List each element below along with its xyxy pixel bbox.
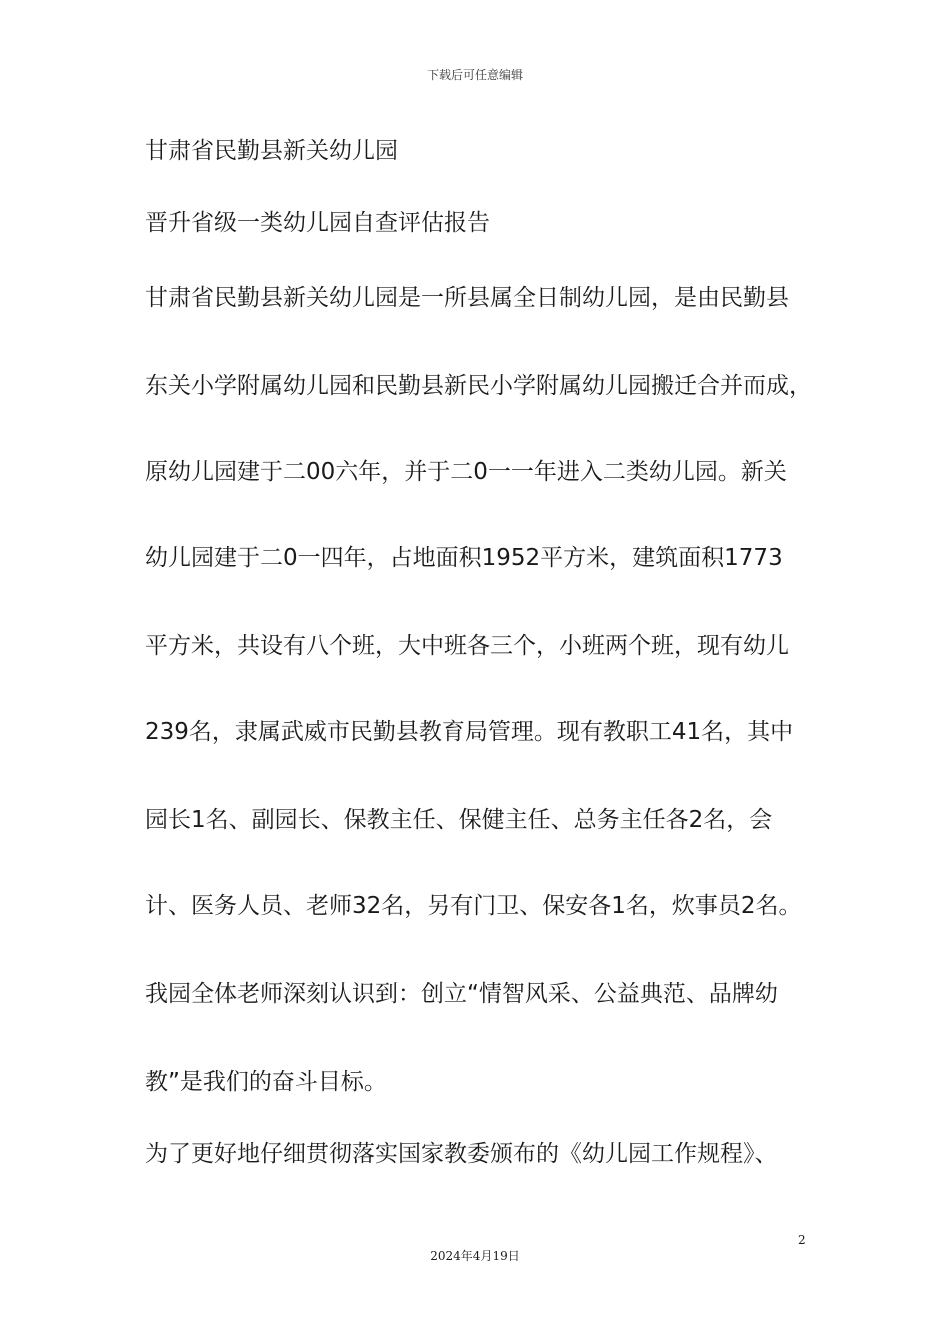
page-number: 2 <box>798 1233 806 1247</box>
body-text-line: 教”是我们的奋斗目标。 <box>145 1069 387 1095</box>
body-text-line: 原幼儿园建于二00六年，并于二0一一年进入二类幼儿园。新关 <box>145 459 787 485</box>
header-note: 下载后可任意编辑 <box>426 68 523 82</box>
body-text-line: 计、医务人员、老师32名，另有门卫、保安各1名，炊事员2名。 <box>145 893 802 919</box>
document-title-line-1: 甘肃省民勤县新关幼儿园 <box>145 138 398 164</box>
body-text-line: 园长1名、副园长、保教主任、保健主任、总务主任各2名，会 <box>145 807 773 833</box>
body-text-line: 幼儿园建于二0一四年，占地面积1952平方米，建筑面积1773 <box>145 545 783 571</box>
body-text-line: 我园全体老师深刻认识到：创立“情智风采、公益典范、品牌幼 <box>145 981 778 1007</box>
body-text-line: 为了更好地仔细贯彻落实国家教委颁布的《幼儿园工作规程》、 <box>145 1141 778 1167</box>
body-text-line: 甘肃省民勤县新关幼儿园是一所县属全日制幼儿园，是由民勤县 <box>145 285 789 311</box>
body-text-line: 平方米，共设有八个班，大中班各三个，小班两个班，现有幼儿 <box>145 633 789 659</box>
body-text-line: 东关小学附属幼儿园和民勤县新民小学附属幼儿园搬迁合并而成， <box>145 373 812 399</box>
footer-date: 2024年4月19日 <box>430 1249 520 1263</box>
document-title-line-2: 晋升省级一类幼儿园自查评估报告 <box>145 210 490 236</box>
body-text-line: 239名，隶属武威市民勤县教育局管理。现有教职工41名，其中 <box>145 719 794 745</box>
